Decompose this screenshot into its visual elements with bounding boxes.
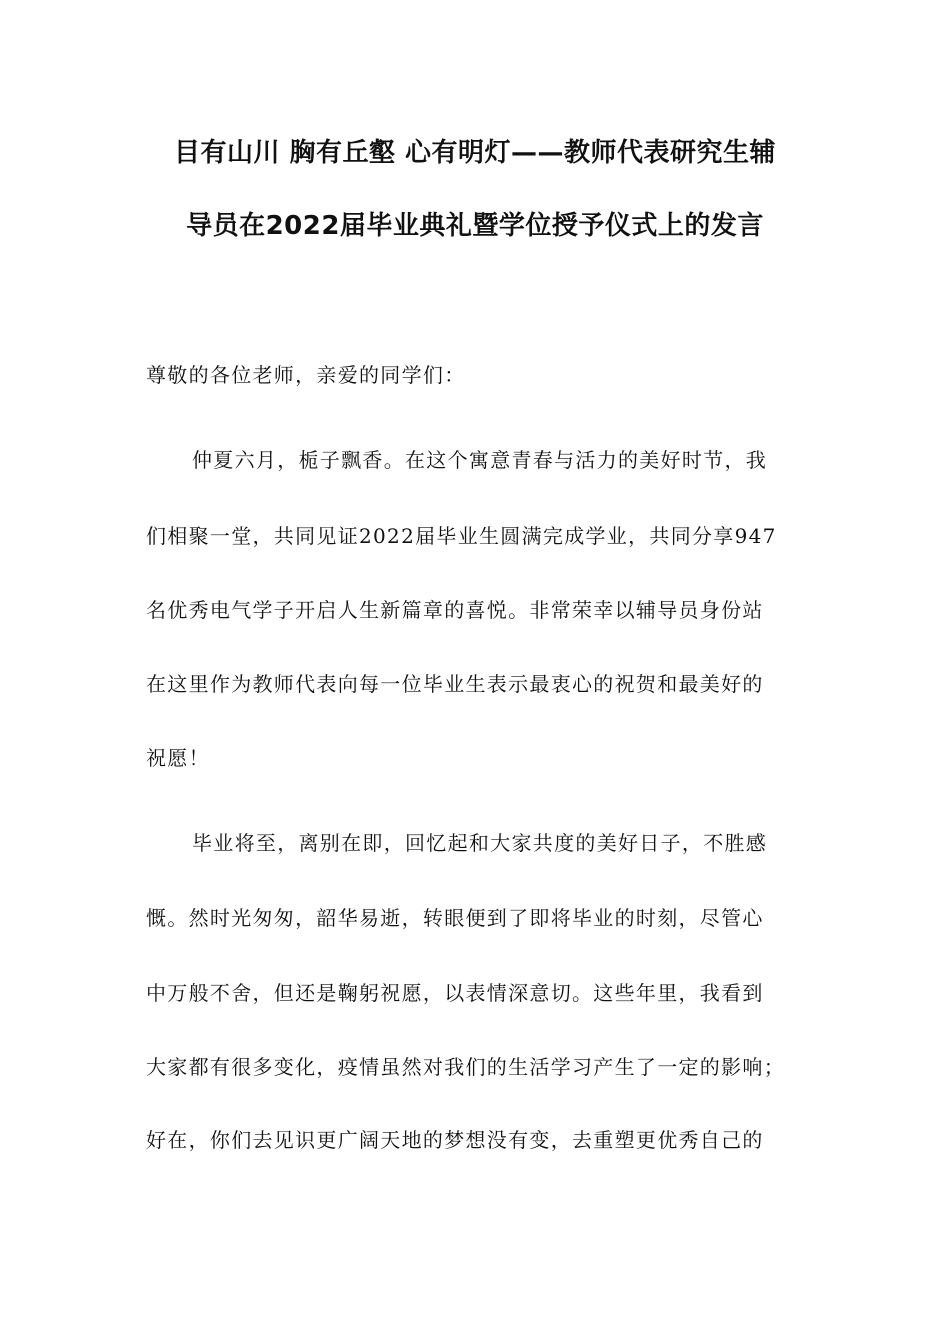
paragraph-2-line-3: 中万般不舍，但还是鞠躬祝愿，以表情深意切。这些年里，我看到 <box>146 981 764 1005</box>
paragraph-2-line-1: 毕业将至，离别在即，回忆起和大家共度的美好日子，不胜感 <box>192 831 768 855</box>
title-line-1: 目有山川 胸有丘壑 心有明灯——教师代表研究生辅 <box>173 138 777 168</box>
paragraph-2-line-4: 大家都有很多变化，疫情虽然对我们的生活学习产生了一定的影响； <box>146 1055 785 1079</box>
salutation: 尊敬的各位老师，亲爱的同学们： <box>146 363 466 387</box>
title-line-2: 导员在2022届毕业典礼暨学位授予仪式上的发言 <box>186 211 764 241</box>
paragraph-2-line-5: 好在，你们去见识更广阔天地的梦想没有变，去重塑更优秀自己的 <box>146 1128 764 1152</box>
paragraph-1-line-4: 在这里作为教师代表向每一位毕业生表示最衷心的祝贺和最美好的 <box>146 672 764 696</box>
paragraph-1-line-2: 们相聚一堂，共同见证2022届毕业生圆满完成学业，共同分享947 <box>146 524 777 548</box>
paragraph-1-line-1: 仲夏六月，栀子飘香。在这个寓意青春与活力的美好时节，我 <box>192 448 768 472</box>
paragraph-1-line-3: 名优秀电气学子开启人生新篇章的喜悦。非常荣幸以辅导员身份站 <box>146 598 764 622</box>
paragraph-1-line-5: 祝愿！ <box>146 746 210 770</box>
paragraph-2-line-2: 慨。然时光匆匆，韶华易逝，转眼便到了即将毕业的时刻，尽管心 <box>146 906 764 930</box>
